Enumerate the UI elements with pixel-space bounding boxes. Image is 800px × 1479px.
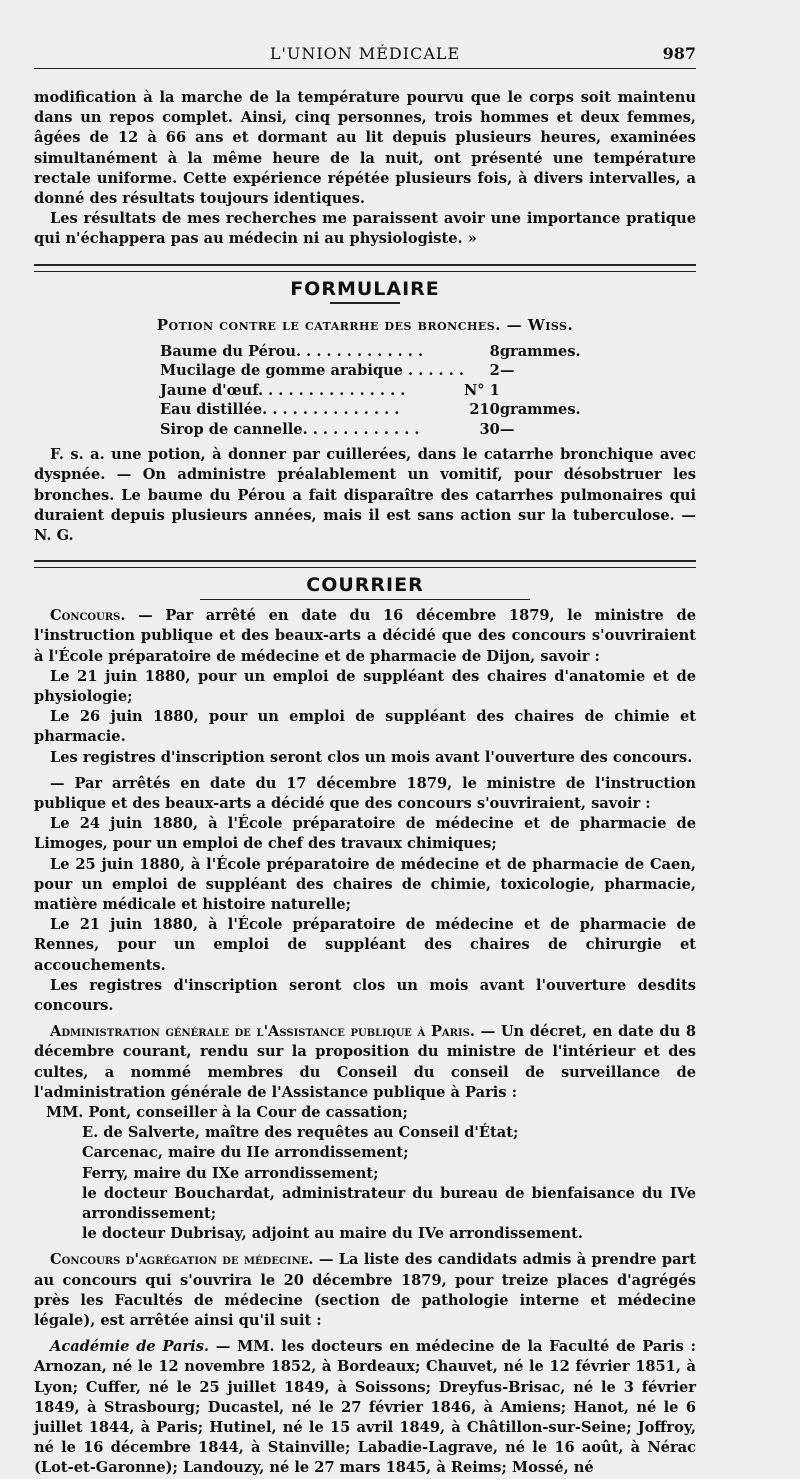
ingredient-unit: grammes. [499,342,581,360]
concours-item-1: Le 21 juin 1880, pour un emploi de suppléant des chaires d'anatomie et de physiologie; [34,667,696,705]
ingredient-qty: 2 [489,362,500,380]
academie-text: — MM. les docteurs en médecine de la Faculté de Paris : Arnozan, né le 12 novembre 1852, à Bordeaux; Chauvet, né le 12 février 1851, à Lyon; Cuffer, né le 25 juillet 1849, à Soissons; Dreyfus-Brisac, né le 3 février 1849, à Strasbourg; Ducastel, né le 27 février 1846, à Amiens; Hanot, né le 6 juillet 1844, à Paris; Hutinel, né le 15 avril 1849, à Châtillon-sur-Seine; Joffroy, né le 16 décembre 1844, à Stainville; Labadie-Lagrave, né le 16 août, à Nérac (Lot-et-Garonne); Landouzy, né le 27 mars 1845, à Reims; Mossé, né [34,1338,696,1477]
member-item: Carcenac, maire du IIe arrondissement; [82,1144,409,1162]
arretes-item-4: Les registres d'inscription seront clos un mois avant l'ouverture desdits concours. [34,976,696,1014]
arretes-item-2: Le 25 juin 1880, à l'École préparatoire de médecine et de pharmacie de Caen, pour un emploi de suppléant des chaires de chimie, toxicologie, pharmacie, matière médicale et histoire naturelle; [34,855,696,913]
ingredient-qty: 8 [489,342,500,360]
page-body [34,88,696,1479]
recipe-row [160,381,581,401]
recipe-row [160,361,581,381]
running-title: L'UNION MÉDICALE [269,44,461,63]
ingredient-name: Mucilage de gomme arabique . . . . . . [160,362,464,380]
admin-paragraph [34,1022,696,1103]
ingredient-unit [500,381,581,401]
agregation-text: — La liste des candidats admis à prendre part au concours qui s'ouvrira le 20 décembre 1879, pour treize places d'agrégés près les Facultés de médecine (section de pathologie interne et médecine légale), est arrêtée ainsi qu'il suit : [34,1251,696,1330]
ingredient-unit: — [499,362,515,380]
member-item: MM. Pont, conseiller à la Cour de cassation; [46,1104,408,1122]
concours-item-2: Le 26 juin 1880, pour un emploi de suppléant des chaires de chimie et pharmacie. [34,708,696,746]
intro-paragraph-2: Les résultats de mes recherches me paraissent avoir une importance pratique qui n'échappera pas au médecin ni au physiologiste. » [34,210,696,248]
ingredient-unit: grammes. [499,401,581,419]
ingredient-unit: — [499,420,515,438]
ingredient-name: Jaune d'œuf. . . . . . . . . . . . . . . [160,381,406,399]
recipe-title: Potion contre le catarrhe des bronches. — Wiss. [156,315,574,334]
agregation-paragraph [34,1250,696,1331]
running-head [34,44,696,69]
agregation-lead: Concours d'agrégation de médecine. [50,1251,314,1269]
member-item: le docteur Dubrisay, adjoint au maire du IVe arrondissement. [82,1225,583,1243]
ingredient-qty: N° 1 [463,381,500,399]
member-item: le docteur Bouchardat, administrateur du bureau de bienfaisance du IVe arrondissement; [82,1184,696,1223]
academie-lead: Académie de Paris. [50,1338,210,1356]
member-item: E. de Salverte, maître des requêtes au Conseil d'État; [82,1124,519,1142]
ingredient-name: Baume du Pérou. . . . . . . . . . . . . [160,342,424,360]
admin-text: — Un décret, en date du 8 décembre courant, rendu sur la proposition du ministre de l'intérieur et des cultes, a nommé membres du Conseil du conseil de surveillance de l'administration générale de l'Assistance publique à Paris : [34,1023,696,1101]
member-item: Ferry, maire du IXe arrondissement; [82,1164,379,1182]
admin-lead: Administration générale de l'Assistance publique à Paris. [50,1023,475,1041]
recipe-instructions: F. s. a. une potion, à donner par cuillerées, dans le catarrhe bronchique avec dyspnée. — On administre préalablement un vomitif, pour désobstruer les bronches. Le baume du Pérou a fait disparaître des catarrhes pulmonaires qui duraient depuis plusieurs années, mais il est sans action sur la tuberculose. — N. G. [34,446,696,544]
concours-paragraph [34,606,696,667]
ingredient-qty: 210 [469,401,500,419]
recipe-row [160,420,581,440]
concours-item-3: Les registres d'inscription seront clos un mois avant l'ouverture des concours. [50,748,693,766]
section-divider [34,264,696,272]
courrier-heading: COURRIER [306,574,424,597]
recipe-row [160,342,581,362]
section-divider [34,560,696,568]
arretes-item-1: Le 24 juin 1880, à l'École préparatoire de médecine et de pharmacie de Limoges, pour un emploi de chef des travaux chimiques; [34,815,696,853]
academie-paragraph [34,1337,696,1478]
intro-paragraph-1: modification à la marche de la température pourvu que le corps soit maintenu dans un repos complet. Ainsi, cinq personnes, trois hommes et deux femmes, âgées de 12 à 66 ans et dormant au lit depuis plusieurs heures, examinées simultanément à la même heure de la nuit, ont présenté une température rectale uniforme. Cette expérience répétée plusieurs fois, à divers intervalles, a donné des résultats toujours identiques. [34,89,696,208]
formulaire-heading: FORMULAIRE [290,277,440,300]
ingredient-qty: 30 [479,420,500,438]
arretes-paragraph: — Par arrêtés en date du 17 décembre 1879, le ministre de l'instruction publique et des beaux-arts a décidé que des concours s'ouvriraient, savoir : [34,774,696,812]
ingredient-name: Sirop de cannelle. . . . . . . . . . . . [160,420,420,438]
arretes-item-3: Le 21 juin 1880, à l'École préparatoire de médecine et de pharmacie de Rennes, pour un emploi de suppléant des chaires de chirurgie et accouchements. [34,916,696,974]
ingredient-name: Eau distillée. . . . . . . . . . . . . . [160,401,400,419]
heading-underline [330,302,400,304]
recipe-row [160,400,581,420]
page-number: 987 [662,44,696,63]
recipe-table [160,342,581,440]
concours-lead: Concours. [50,607,126,625]
concours-text: — Par arrêté en date du 16 décembre 1879, le ministre de l'instruction publique et des beaux-arts a décidé que des concours s'ouvriraient à l'École préparatoire de médecine et de pharmacie de Dijon, savoir : [34,607,696,665]
